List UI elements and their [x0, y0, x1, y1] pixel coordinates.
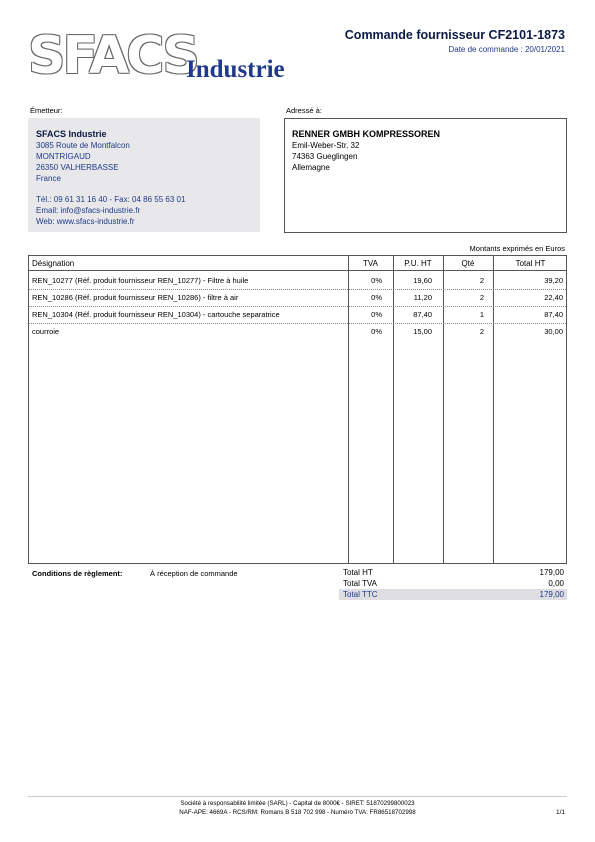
company-logo	[28, 26, 313, 88]
row-total: 39,20	[544, 276, 563, 285]
total-ht-value: 179,00	[539, 568, 564, 577]
row-unit-price: 19,60	[413, 276, 432, 285]
sender-web: Web: www.sfacs-industrie.fr	[36, 217, 135, 226]
row-quantity: 2	[479, 327, 484, 336]
currency-note: Montants exprimés en Euros	[469, 244, 565, 253]
sender-city: MONTRIGAUD	[36, 152, 91, 161]
table-row	[29, 289, 566, 307]
recipient-address: Emil-Weber-Str. 32	[292, 141, 360, 150]
row-quantity: 2	[479, 293, 484, 302]
sender-label: Émetteur:	[30, 106, 63, 115]
footer-legal-line-2: NAF-APE: 4669A - RCS/RM: Romans B 518 702 998 - Numéro TVA: FR86518702998	[179, 809, 416, 816]
row-total: 87,40	[544, 310, 563, 319]
payment-terms-value: À réception de commande	[150, 569, 238, 578]
sender-address: 3085 Route de Montfalcon	[36, 141, 130, 150]
total-ttc-label: Total TTC	[343, 590, 378, 599]
recipient-country: Allemagne	[292, 163, 330, 172]
total-ttc-row	[339, 589, 567, 600]
sender-email: Email: info@sfacs-industrie.fr	[36, 206, 141, 215]
recipient-zip-city: 74363 Gueglingen	[292, 152, 358, 161]
row-designation: REN_10304 (Réf. produit fournisseur REN_10304) - cartouche separatrice	[32, 310, 280, 319]
total-tva-row	[339, 578, 567, 589]
total-ttc-value: 179,00	[539, 590, 564, 599]
total-ht-row	[339, 567, 567, 578]
recipient-label: Adressé à:	[286, 106, 322, 115]
col-header-designation: Désignation	[32, 259, 75, 268]
sender-block	[28, 118, 260, 232]
row-unit-price: 11,20	[413, 293, 432, 302]
row-designation: REN_10286 (Réf. produit fournisseur REN_10286) - filtre à air	[32, 293, 239, 302]
row-designation: courroie	[32, 327, 60, 336]
table-row	[29, 323, 566, 340]
order-date: Date de commande : 20/01/2021	[448, 45, 565, 54]
row-unit-price: 15,00	[413, 327, 432, 336]
col-header-total: Total HT	[515, 259, 546, 268]
row-quantity: 2	[479, 276, 484, 285]
total-ht-label: Total HT	[343, 568, 373, 577]
footer-divider	[28, 796, 567, 797]
logo-subtitle: Industrie	[186, 56, 285, 83]
sender-name: SFACS Industrie	[36, 129, 107, 139]
total-tva-value: 0,00	[548, 579, 564, 588]
logo-wordmark: SFACS	[28, 26, 197, 86]
table-row	[29, 306, 566, 324]
col-header-quantity: Qté	[461, 259, 475, 268]
row-tva: 0%	[371, 276, 382, 285]
row-tva: 0%	[371, 310, 382, 319]
col-header-tva: TVA	[363, 259, 378, 268]
recipient-name: RENNER GMBH KOMPRESSOREN	[292, 129, 441, 139]
col-header-unit-price: P.U. HT	[404, 259, 432, 268]
total-tva-label: Total TVA	[343, 579, 377, 588]
sender-country: France	[36, 174, 61, 183]
sender-zip-city: 26350 VALHERBASSE	[36, 163, 119, 172]
row-total: 30,00	[544, 327, 563, 336]
row-tva: 0%	[371, 293, 382, 302]
recipient-block	[284, 118, 567, 233]
page-number: 1/1	[555, 809, 565, 816]
sender-phone: Tél.: 09 61 31 16 40 - Fax: 04 86 55 63 01	[36, 195, 186, 204]
row-designation: REN_10277 (Réf. produit fournisseur REN_10277) - Filtre à huile	[32, 276, 249, 285]
table-row	[29, 272, 566, 290]
footer-legal-line-1: Société à responsabilité limitée (SARL) - Capital de 8000€ - SIRET: 51870299800023	[180, 800, 415, 807]
payment-terms-label: Conditions de règlement:	[32, 569, 123, 578]
row-tva: 0%	[371, 327, 382, 336]
row-total: 22,40	[544, 293, 563, 302]
row-unit-price: 87,40	[413, 310, 432, 319]
row-quantity: 1	[479, 310, 484, 319]
order-lines-table	[28, 255, 567, 564]
document-title: Commande fournisseur CF2101-1873	[344, 28, 565, 42]
